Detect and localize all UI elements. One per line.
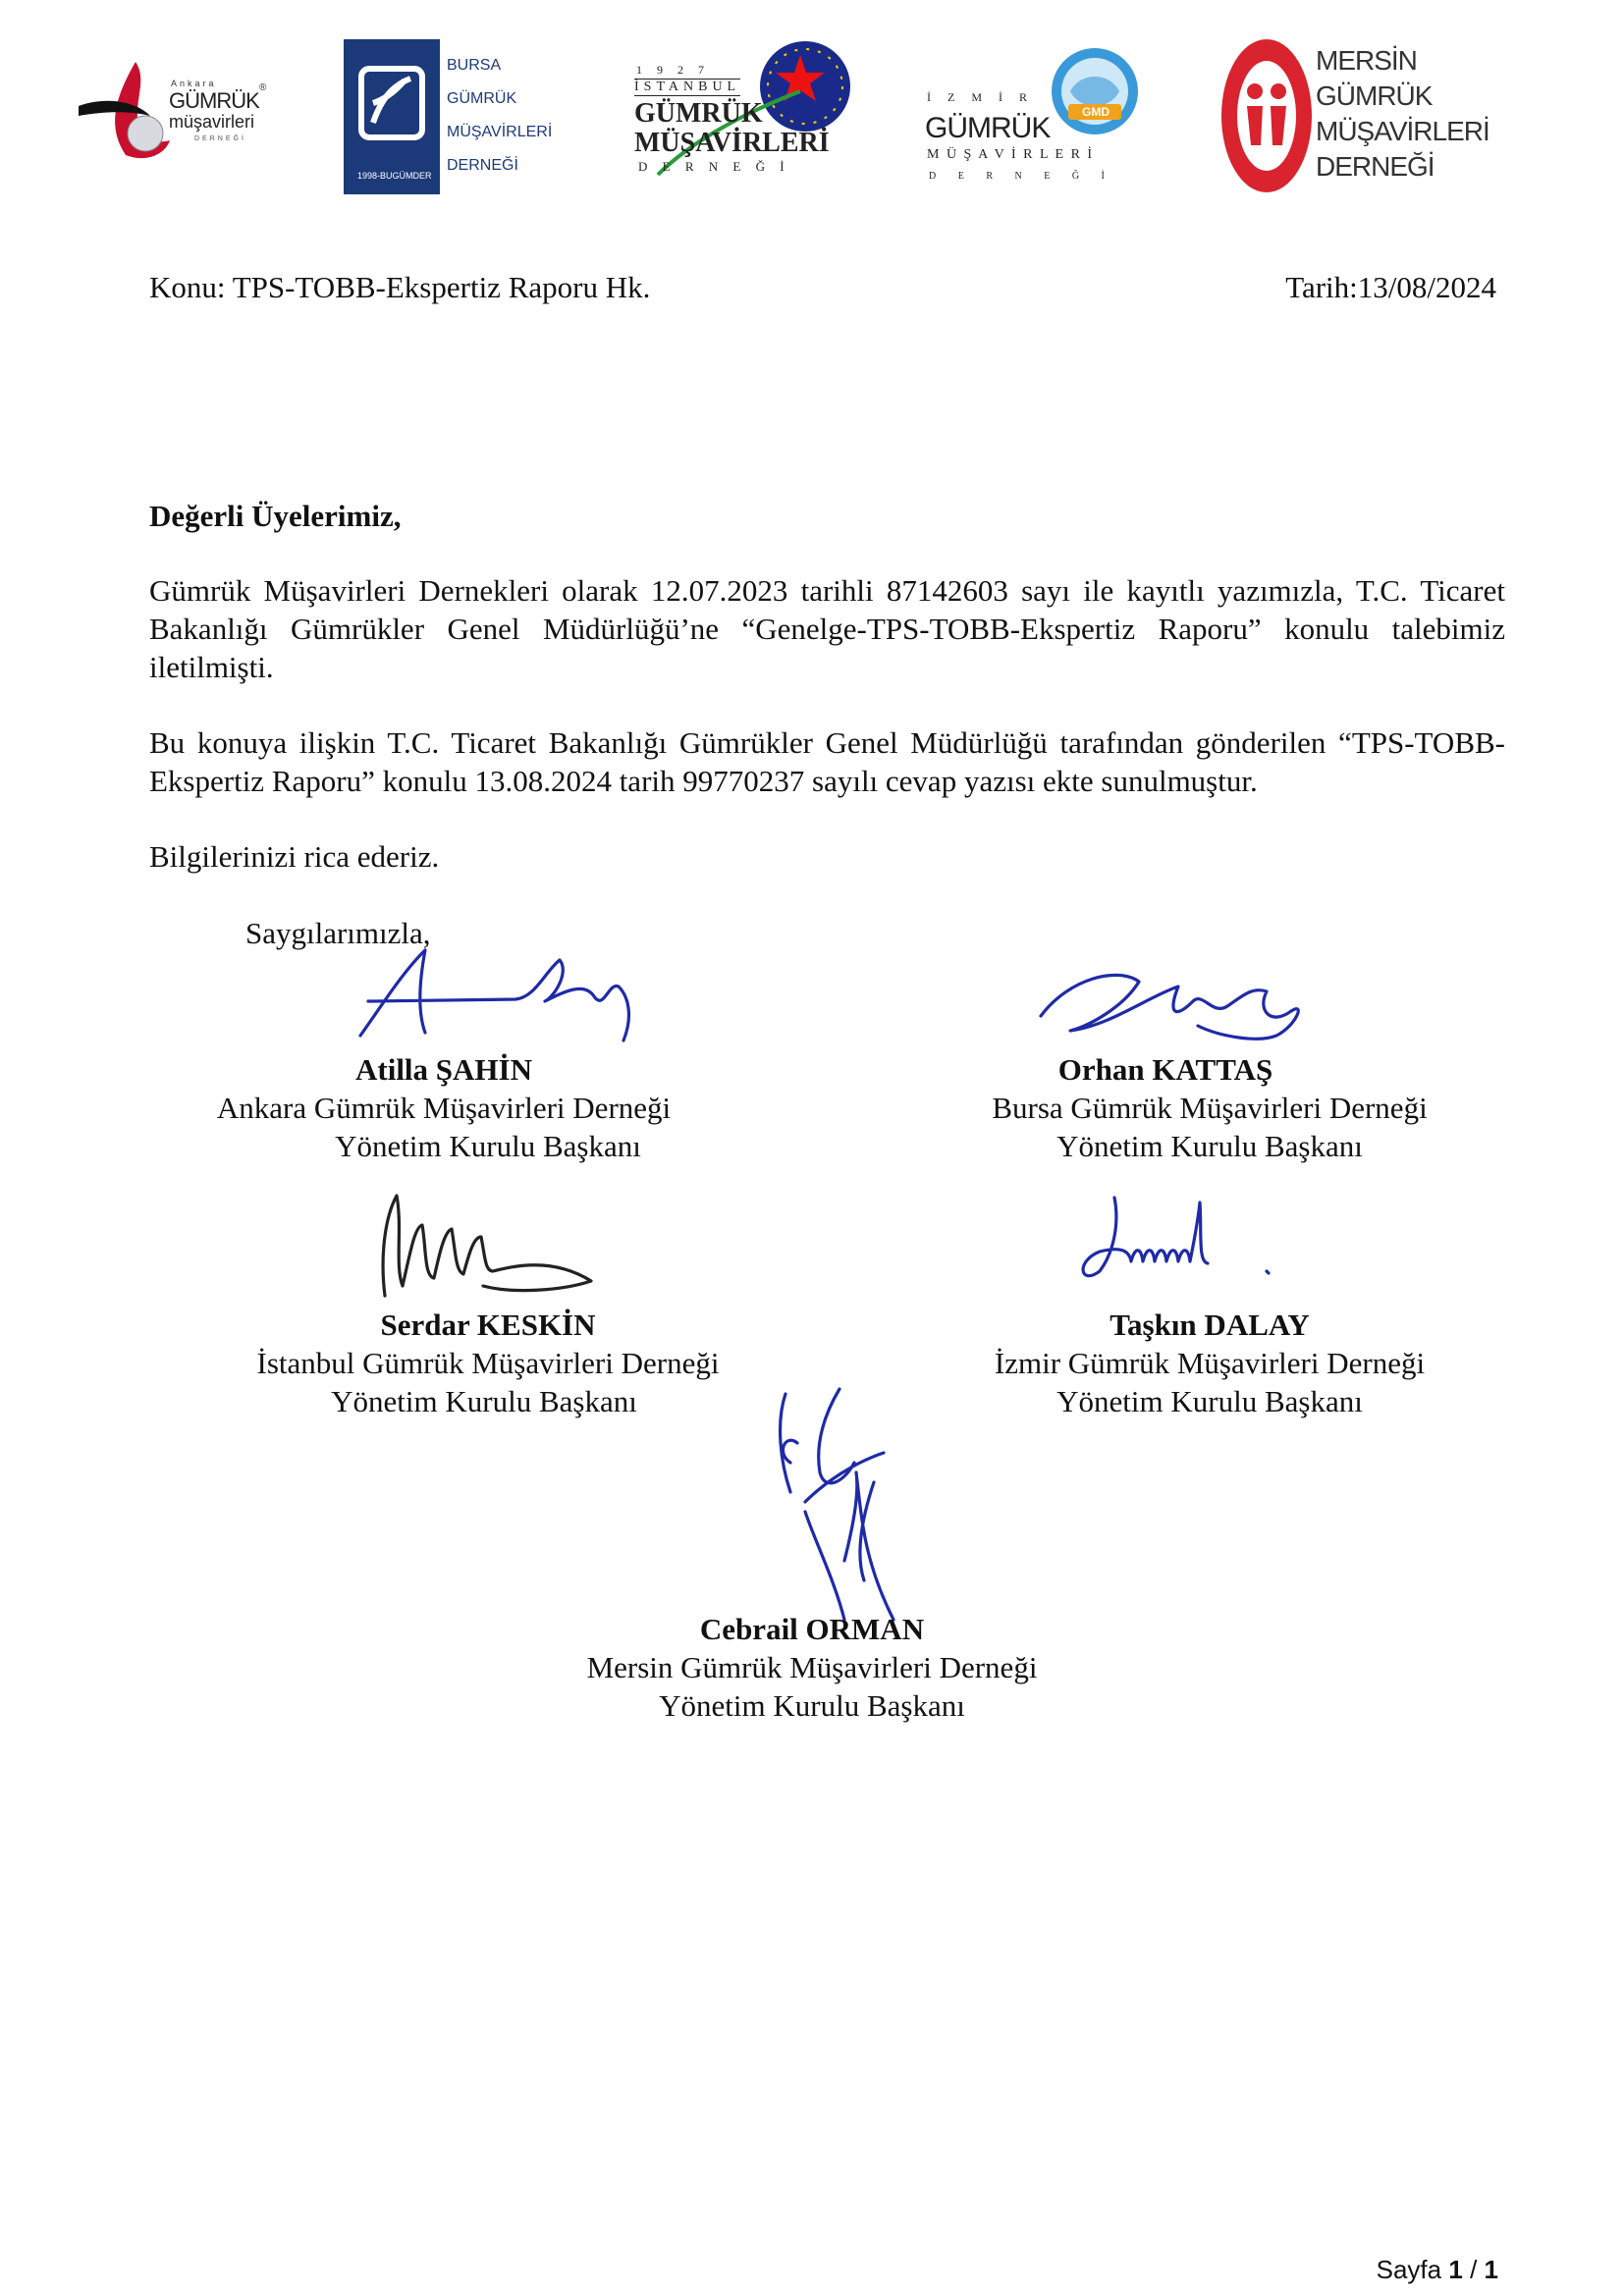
page-current: 1 (1448, 2255, 1463, 2284)
bursa-logo-tag: 1998-BUGÜMDER (357, 171, 432, 181)
istanbul-logo-line3: D E R N E Ğ İ (638, 159, 790, 174)
bursa-logo-line3: MÜŞAVİRLERİ (447, 124, 553, 140)
izmir-logo-line3: D E R N E Ğ İ (929, 171, 1114, 182)
date-line: Tarih:13/08/2024 (1285, 270, 1496, 304)
paragraph-2: Bu konuya ilişkin T.C. Ticaret Bakanlığı Gümrükler Genel Müdürlüğü tarafından gönderilen “TPS-TOBB-Ekspertiz Raporu” konulu 13.08.2024 tarih 99770237 sayılı cevap yazısı ekte sunulmuştur. (149, 725, 1505, 798)
istanbul-logo-city: İSTANBUL (634, 80, 741, 94)
signatory-org: Ankara Gümrük Müşavirleri Derneği (216, 1091, 672, 1125)
mersin-logo-line2: GÜMRÜK (1316, 80, 1433, 111)
mersin-logo-line1: MERSİN (1316, 45, 1417, 76)
signatory-name: Taşkın DALAY (1110, 1308, 1310, 1342)
signatory-block-kattas (915, 1050, 1504, 1165)
signatory-name: Cebrail ORMAN (699, 1612, 925, 1646)
mersin-logo-line3: MÜŞAVİRLERİ (1316, 116, 1489, 146)
mersin-emblem-icon (1218, 37, 1316, 194)
subject-line: Konu: TPS-TOBB-Ekspertiz Raporu Hk. (149, 270, 651, 304)
signatory-org: İzmir Gümrük Müşavirleri Derneği (994, 1346, 1426, 1380)
ankara-logo-name2: müşavirleri (169, 112, 255, 132)
bursa-logo-line4: DERNEĞİ (447, 157, 518, 174)
signatory-title: Yönetim Kurulu Başkanı (1056, 1384, 1363, 1418)
page-label: Sayfa (1376, 2255, 1442, 2284)
istanbul-logo-line2: MÜŞAVİRLERİ (634, 128, 830, 158)
ankara-logo-name1: GÜMRÜK (169, 88, 259, 113)
istanbul-logo-line1: GÜMRÜK (634, 98, 763, 129)
ankara-logo-bottom: DERNEĞİ (194, 135, 246, 142)
izmir-logo (923, 37, 1149, 194)
izmir-logo-line2: M Ü Ş A V İ R L E R İ (927, 147, 1095, 162)
signature-dalay (1070, 1193, 1296, 1301)
closing: Saygılarımızla, (245, 916, 431, 950)
ankara-logo-mark: ® (259, 82, 267, 93)
signatory-org: İstanbul Gümrük Müşavirleri Derneği (256, 1346, 720, 1380)
paragraph-1: Gümrük Müşavirleri Dernekleri olarak 12.07.2023 tarihli 87142603 sayı ile kayıtlı yazımızla, T.C. Ticaret Bakanlığı Gümrükler Genel Müdürlüğü’ne “Genelge-TPS-TOBB-Ekspertiz Raporu” konulu talebimiz iletilmişti. (149, 573, 1505, 684)
signatory-org: Bursa Gümrük Müşavirleri Derneği (992, 1091, 1428, 1125)
signatory-name: Serdar KESKİN (380, 1308, 596, 1342)
mersin-logo-line4: DERNEĞİ (1316, 151, 1435, 182)
ankara-logo-small: Ankara (171, 79, 217, 88)
signature-kattas (1031, 957, 1326, 1055)
signatory-block-orman (517, 1610, 1107, 1725)
page-sep: / (1470, 2255, 1478, 2284)
izmir-logo-badge: GMD (1082, 105, 1110, 119)
bursa-logo-line1: BURSA (447, 57, 502, 74)
page-number (1377, 2255, 1498, 2285)
signatory-title: Yönetim Kurulu Başkanı (1056, 1129, 1363, 1163)
signatory-title: Yönetim Kurulu Başkanı (335, 1129, 641, 1163)
bursa-logo (344, 39, 553, 194)
page-total: 1 (1484, 2255, 1498, 2284)
signatory-org: Mersin Gümrük Müşavirleri Derneği (586, 1650, 1038, 1684)
signatory-title: Yönetim Kurulu Başkanı (659, 1688, 965, 1723)
signature-orman (746, 1384, 943, 1639)
bursa-emblem-icon (344, 39, 440, 167)
signatory-block-sahin (149, 1050, 738, 1165)
signatory-block-dalay (915, 1306, 1504, 1420)
signature-sahin (349, 942, 653, 1050)
izmir-logo-line1: GÜMRÜK (925, 112, 1051, 144)
istanbul-logo-year: 1 9 2 7 (636, 63, 710, 77)
ankara-logo (77, 57, 283, 170)
signatory-title: Yönetim Kurulu Başkanı (331, 1384, 637, 1418)
bursa-logo-line2: GÜMRÜK (447, 90, 517, 107)
signatory-name: Atilla ŞAHİN (355, 1052, 532, 1087)
paragraph-3: Bilgilerinizi rica ederiz. (149, 839, 440, 874)
izmir-logo-city: İ Z M İ R (927, 90, 1034, 104)
signature-keskin (365, 1188, 611, 1306)
bursa-logo-block (344, 39, 440, 194)
signatory-block-keskin (193, 1306, 783, 1420)
signatory-name: Orhan KATTAŞ (1057, 1052, 1273, 1087)
istanbul-logo (628, 37, 854, 185)
salutation: Değerli Üyelerimiz, (149, 499, 402, 533)
mersin-logo (1218, 37, 1489, 199)
